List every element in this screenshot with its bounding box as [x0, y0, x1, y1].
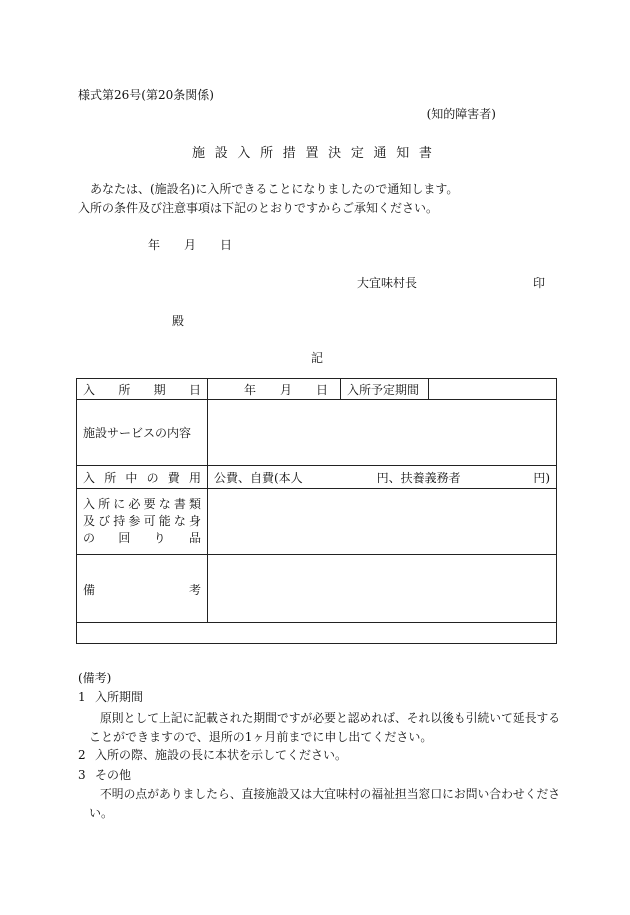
note-3-title: 3 その他	[78, 768, 132, 782]
details-table	[76, 378, 557, 644]
month-unit: 月	[183, 238, 196, 252]
admission-period-label: 入所予定期間	[341, 379, 429, 400]
table-row	[77, 379, 557, 400]
admission-date-value: 年 月 日	[208, 379, 341, 400]
admission-period-value	[429, 379, 557, 400]
table-row	[77, 623, 557, 644]
day-unit: 日	[219, 238, 232, 252]
title-char: 置	[305, 146, 319, 161]
title-char: 知	[396, 146, 410, 161]
body-line-2: 入所の条件及び注意事項は下記のとおりですからご承知ください。	[78, 201, 439, 215]
admission-date-label: 入 所 期 日	[77, 379, 208, 400]
document-title	[192, 142, 432, 161]
title-char: 施	[192, 146, 206, 161]
title-char: 決	[328, 146, 342, 161]
year-unit: 年	[148, 238, 161, 252]
title-char: 入	[237, 146, 251, 161]
table-row	[77, 400, 557, 466]
service-content-label: 施設サービスの内容	[77, 400, 208, 466]
blank-row	[77, 623, 557, 644]
belongings-label: 入 所 に 必 要 な 書 類 及 び 持 参 可 能 な 身 の 回 り 品	[77, 489, 208, 555]
belongings-value	[208, 489, 557, 555]
table-row	[77, 489, 557, 555]
issue-date	[148, 236, 232, 253]
title-char: 書	[418, 146, 432, 161]
service-content-value	[208, 400, 557, 466]
category-label: (知的障害者)	[426, 107, 496, 121]
note-2: 2 入所の際、施設の長に本状を示してください。	[78, 748, 348, 762]
note-1-title: 1 入所期間	[78, 690, 144, 704]
table-row	[77, 466, 557, 489]
remarks-value	[208, 555, 557, 623]
title-char: 所	[260, 146, 274, 161]
ki-label: 記	[311, 351, 324, 365]
addressee-suffix: 殿	[172, 314, 185, 328]
form-number: 様式第26号(第20条関係)	[78, 88, 214, 102]
note-number: 2	[78, 748, 86, 762]
note-3-body-line-2: い。	[89, 806, 114, 820]
table-row	[77, 555, 557, 623]
cost-label: 入 所 中 の 費 用	[77, 466, 208, 489]
seal-mark: 印	[533, 276, 546, 290]
note-1-body-line-1: 原則として上記に記載された期間ですが必要と認めれば、それ以後も引続いて延長する	[100, 711, 561, 725]
title-char: 通	[373, 146, 387, 161]
note-number: 3	[78, 768, 86, 782]
notes-heading: (備考)	[78, 671, 112, 685]
note-1-body-line-2: ことができますので、退所の1ヶ月前までに申し出てください。	[89, 730, 433, 744]
title-char: 設	[214, 146, 228, 161]
body-line-1: あなたは、(施設名)に入所できることになりましたので通知します。	[90, 182, 459, 196]
cost-value: 公費、自費(本人 円、扶養義務者 円)	[208, 466, 557, 489]
issuer-name: 大宜味村長	[357, 276, 418, 290]
remarks-label: 備 考	[77, 555, 208, 623]
title-char: 定	[350, 146, 364, 161]
title-char: 措	[282, 146, 296, 161]
note-3-body-line-1: 不明の点がありましたら、直接施設又は大宜味村の福祉担当窓口にお問い合わせくださ	[100, 787, 561, 801]
note-number: 1	[78, 690, 86, 704]
